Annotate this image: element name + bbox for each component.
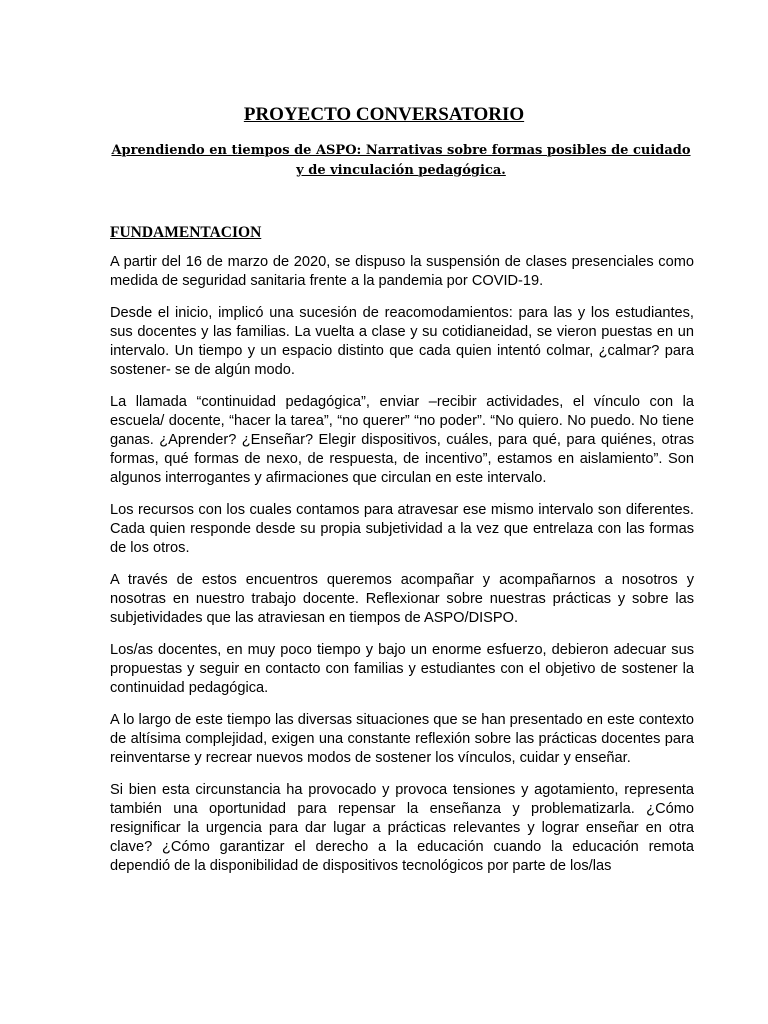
paragraph: Desde el inicio, implicó una sucesión de reacomodamientos: para las y los estudiantes, sus docentes y las familias. La vuelta a clase y su cotidianeidad, se vieron puestas en un intervalo. Un tiempo y un espacio distinto que cada quien intentó colmar, ¿calmar? para sostener- se de algún modo.: [110, 305, 694, 378]
document-subtitle: Aprendiendo en tiempos de ASPO: Narrativas sobre formas posibles de cuidado y de vinculación pedagógica.: [111, 143, 691, 178]
document-body: [110, 253, 694, 889]
paragraph: Si bien esta circunstancia ha provocado y provoca tensiones y agotamiento, representa también una oportunidad para repensar la enseñanza y problematizarla. ¿Cómo resignificar la urgencia para dar lugar a prácticas relevantes y lograr enseñar en otra clave? ¿Cómo garantizar el derecho a la educación cuando la educación remota dependió de la disponibilidad de dispositivos tecnológicos por parte de los/las: [110, 782, 694, 874]
section-heading-fundamentacion: FUNDAMENTACION: [110, 224, 262, 241]
paragraph: A partir del 16 de marzo de 2020, se dispuso la suspensión de clases presenciales como medida de seguridad sanitaria frente a la pandemia por COVID-19.: [110, 254, 694, 289]
document-title: PROYECTO CONVERSATORIO: [243, 104, 525, 125]
paragraph: A través de estos encuentros queremos acompañar y acompañarnos a nosotros y nosotras en nuestro trabajo docente. Reflexionar sobre nuestras prácticas y sobre las subjetividades que las atraviesan en tiempos de ASPO/DISPO.: [110, 572, 694, 626]
paragraph: La llamada “continuidad pedagógica”, enviar –recibir actividades, el vínculo con la escuela/ docente, “hacer la tarea”, “no querer” “no poder”. “No quiero. No puedo. No tiene ganas. ¿Aprender? ¿Enseñar? Elegir dispositivos, cuáles, para qué, para quiénes, otras formas, qué formas de nexo, de respuesta, de incentivo”, estamos en aislamiento”. Son algunos interrogantes y afirmaciones que circulan en este intervalo.: [110, 394, 694, 486]
paragraph: Los recursos con los cuales contamos para atravesar ese mismo intervalo son diferentes. Cada quien responde desde su propia subjetividad a la vez que entrelaza con las formas de los otros.: [110, 502, 694, 556]
paragraph: Los/as docentes, en muy poco tiempo y bajo un enorme esfuerzo, debieron adecuar sus propuestas y seguir en contacto con familias y estudiantes con el objetivo de sostener la continuidad pedagógica.: [110, 642, 694, 696]
paragraph: A lo largo de este tiempo las diversas situaciones que se han presentado en este contexto de altísima complejidad, exigen una constante reflexión sobre las prácticas docentes para reinventarse y recrear nuevos modos de sostener los vínculos, cuidar y enseñar.: [110, 712, 694, 766]
